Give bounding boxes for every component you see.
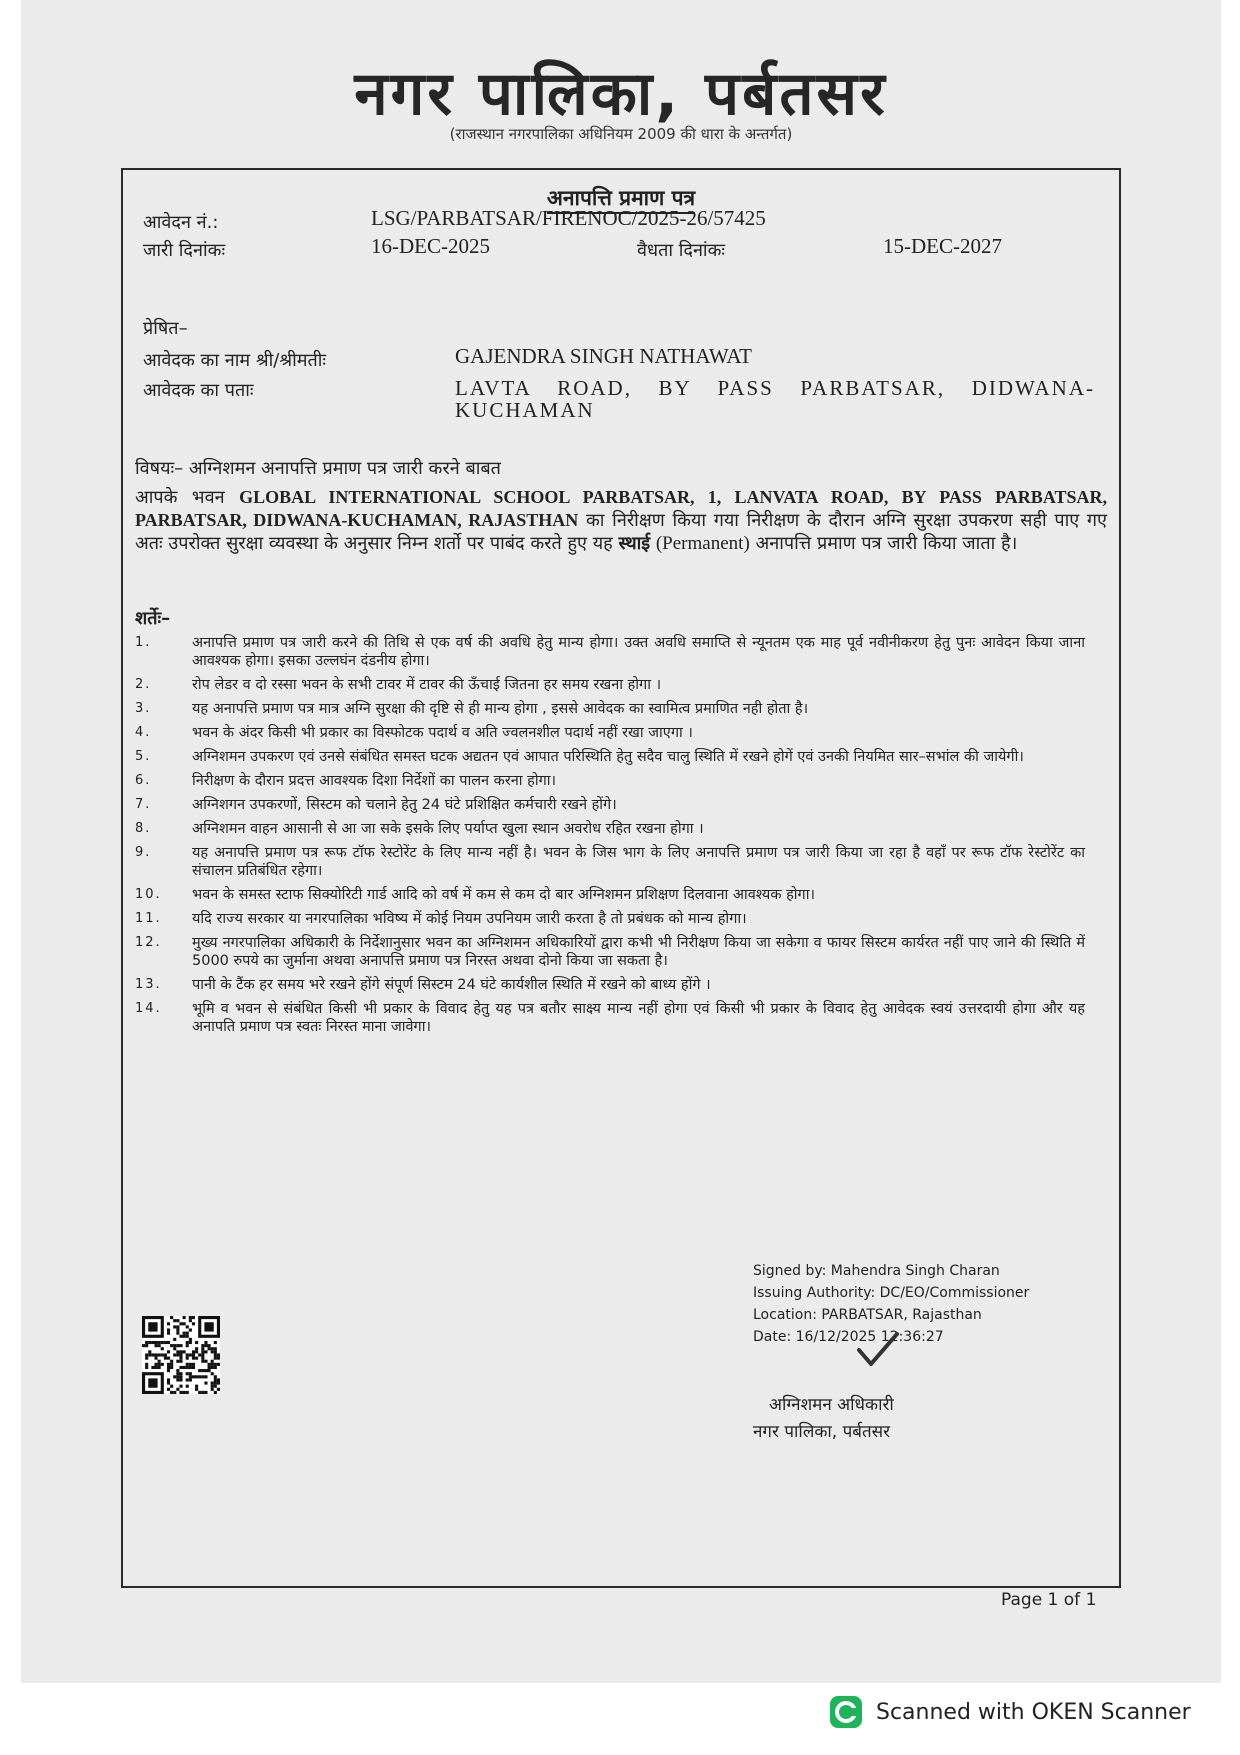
- condition-text: यह अनापत्ति प्रमाण पत्र रूफ टॉफ रेस्टोरेंट के लिए मान्य नहीं है। भवन के जिस भाग के लिए अनापत्ति प्रमाण पत्र जारी किया जा रहा है वहाँ पर रूफ टॉफ रेस्टोरेंट का संचालन प्रतिबंधित रहेगा।: [192, 845, 1085, 879]
- conditions-list: [135, 634, 1085, 1042]
- certificate-body: आपके भवन GLOBAL INTERNATIONAL SCHOOL PARBATSAR, 1, LANVATA ROAD, BY PASS PARBATSAR, PARBATSAR, DIDWANA-KUCHAMAN, RAJASTHAN का निरीक्षण किया गया निरीक्षण के दौरान अग्नि सुरक्षा उपकरण सही पाए गए अतः उपरोक्त सुरक्षा व्यवस्था के अनुसार निम्न शर्तो पर पाबंद करते हुए यह स्थाई (Permanent) अनापत्ति प्रमाण पत्र जारी किया जाता है।: [135, 487, 1107, 554]
- condition-number: 13.: [135, 977, 162, 992]
- condition-item: [135, 772, 1085, 790]
- issue-date-label: जारी दिनांकः: [143, 240, 226, 261]
- applicant-address: LAVTA ROAD, BY PASS PARBATSAR, DIDWANA-KUCHAMAN: [455, 376, 1095, 422]
- condition-item: [135, 634, 1085, 670]
- building-name: GLOBAL INTERNATIONAL SCHOOL PARBATSAR, 1, LANVATA ROAD, BY PASS PARBATSAR, PARBATSAR, DIDWANA-KUCHAMAN, RAJASTHAN: [135, 487, 1107, 530]
- condition-number: 1.: [135, 635, 152, 650]
- condition-item: [135, 748, 1085, 766]
- applicant-name-label: आवेदक का नाम श्री/श्रीमतीः: [143, 350, 327, 371]
- validity-date-label: वैधता दिनांकः: [637, 240, 726, 261]
- condition-item: [135, 976, 1085, 994]
- applicant-name: GAJENDRA SINGH NATHAWAT: [455, 344, 752, 368]
- sent-to-label: प्रेषित–: [143, 318, 188, 339]
- subject-line: विषयः– अग्निशमन अनापत्ति प्रमाण पत्र जारी करने बाबत: [135, 458, 501, 479]
- conditions-heading: शर्तेः–: [135, 608, 171, 629]
- condition-text: पानी के टैंक हर समय भरे रखने होंगे संपूर्ण सिस्टम 24 घंटे कार्यशील स्थिति में रखने को बाध्य होंगे ।: [192, 977, 711, 993]
- officer-block: [753, 1392, 894, 1446]
- condition-text: यह अनापत्ति प्रमाण पत्र मात्र अग्नि सुरक्षा की दृष्टि से ही मान्य होगा , इससे आवेदक का स्वामित्व प्रमाणित नही होता है।: [192, 701, 809, 717]
- condition-text: मुख्य नगरपालिका अधिकारी के निर्देशानुसार भवन का अग्निशमन अधिकारियों द्वारा कभी भी निरीक्षण किया जा सकेगा व फायर सिस्टम कार्यरत नहीं पाए जाने की स्थिति में 5000 रुपये का जुर्माना अथवा अनापत्ति प्रमाण पत्र निरस्त अथवा दोनो किया जा सकता है।: [192, 935, 1085, 969]
- condition-number: 12.: [135, 935, 162, 950]
- condition-number: 2.: [135, 677, 152, 692]
- condition-item: [135, 700, 1085, 718]
- condition-text: निरीक्षण के दौरान प्रदत्त आवश्यक दिशा निर्देशों का पालन करना होगा।: [192, 773, 557, 789]
- condition-number: 10.: [135, 887, 162, 902]
- scanner-footer: [828, 1692, 1191, 1732]
- permanent-word: स्थाई: [618, 533, 651, 553]
- signature-check-icon: [855, 1330, 901, 1370]
- act-subtitle: (राजस्थान नगरपालिका अधिनियम 2009 की धारा के अन्तर्गत): [449, 125, 793, 143]
- condition-number: 7.: [135, 797, 152, 812]
- certificate-title: अनापत्ति प्रमाण पत्र: [123, 184, 1119, 212]
- condition-number: 11.: [135, 911, 162, 926]
- condition-number: 5.: [135, 749, 152, 764]
- certificate-frame: [121, 168, 1121, 1588]
- condition-item: [135, 1000, 1085, 1036]
- condition-text: भूमि व भवन से संबंधित किसी भी प्रकार के विवाद हेतु यह पत्र बतौर साक्ष्य मान्य नहीं होगा एवं किसी भी प्रकार के विवाद हेतु आवेदक स्वयं उत्तरदायी होगा और यह अनापति प्रमाण पत्र स्वतः निरस्त माना जावेगा।: [192, 1001, 1085, 1035]
- application-no-label: आवेदन नं.:: [143, 212, 219, 233]
- municipality-title: नगर पालिका, पर्बतसर: [354, 59, 888, 129]
- condition-text: भवन के अंदर किसी भी प्रकार का विस्फोटक पदार्थ व अति ज्वलनशील पदार्थ नहीं रखा जाएगा ।: [192, 725, 693, 741]
- condition-item: [135, 886, 1085, 904]
- signature-location: Location: PARBATSAR, Rajasthan: [753, 1307, 982, 1323]
- condition-text: अग्निशमन वाहन आसानी से आ जा सके इसके लिए पर्याप्त खुला स्थान अवरोध रहित रखना होगा ।: [192, 821, 704, 837]
- officer-title: अग्निशमन अधिकारी: [769, 1395, 894, 1415]
- application-no: LSG/PARBATSAR/FIRENOC/2025-26/57425: [371, 206, 766, 230]
- condition-number: 8.: [135, 821, 152, 836]
- officer-office: नगर पालिका, पर्बतसर: [753, 1422, 891, 1442]
- page-number: Page 1 of 1: [1001, 1590, 1097, 1610]
- issue-date: 16-DEC-2025: [371, 234, 490, 258]
- condition-text: भवन के समस्त स्टाफ सिक्योरिटी गार्ड आदि को वर्ष में कम से कम दो बार अग्निशमन प्रशिक्षण दिलवाना आवश्यक होगा।: [192, 887, 815, 903]
- condition-number: 14.: [135, 1001, 162, 1016]
- condition-number: 4.: [135, 725, 152, 740]
- condition-text: रोप लेडर व दो रस्सा भवन के सभी टावर में टावर की ऊँचाई जितना हर समय रखना होगा ।: [192, 677, 662, 693]
- condition-text: अग्निशगन उपकरणों, सिस्टम को चलाने हेतु 24 घंटे प्रशिक्षित कर्मचारी रखने होंगे।: [192, 797, 617, 813]
- qr-code: [142, 1316, 220, 1394]
- condition-item: [135, 844, 1085, 880]
- condition-item: [135, 724, 1085, 742]
- condition-number: 9.: [135, 845, 152, 860]
- signature-date: Date: 16/12/2025 12:36:27: [753, 1329, 944, 1345]
- applicant-address-label: आवेदक का पताः: [143, 380, 254, 401]
- condition-text: यदि राज्य सरकार या नगरपालिका भविष्य में कोई नियम उपनियम जारी करता है तो प्रबंधक को मान्य होगा।: [192, 911, 747, 927]
- condition-text: अग्निशमन उपकरण एवं उनसे संबंधित समस्त घटक अद्यतन एवं आपात परिस्थिति हेतु सदैव चालु स्थिति में रखने होगें एवं उनकी नियमित सार–सभांल की जायेगी।: [192, 749, 1024, 765]
- scanned-page: [21, 0, 1221, 1683]
- signed-by: Signed by: Mahendra Singh Charan: [753, 1263, 1000, 1279]
- issuing-authority: Issuing Authority: DC/EO/Commissioner: [753, 1285, 1030, 1301]
- condition-item: [135, 820, 1085, 838]
- condition-item: [135, 910, 1085, 928]
- condition-text: अनापत्ति प्रमाण पत्र जारी करने की तिथि से एक वर्ष की अवधि हेतु मान्य होगा। उक्त अवधि समाप्ति से न्यूनतम एक माह पूर्व नवीनीकरण हेतु पुनः आवेदन किया जाना आवश्यक होगा। इसका उल्लघंन दंडनीय होगा।: [192, 635, 1085, 669]
- oken-scanner-logo-icon: [828, 1694, 864, 1730]
- condition-number: 6.: [135, 773, 152, 788]
- validity-date: 15-DEC-2027: [883, 234, 1002, 258]
- condition-number: 3.: [135, 701, 152, 716]
- scanner-watermark-text: Scanned with OKEN Scanner: [876, 1699, 1191, 1725]
- condition-item: [135, 796, 1085, 814]
- condition-item: [135, 934, 1085, 970]
- condition-item: [135, 676, 1085, 694]
